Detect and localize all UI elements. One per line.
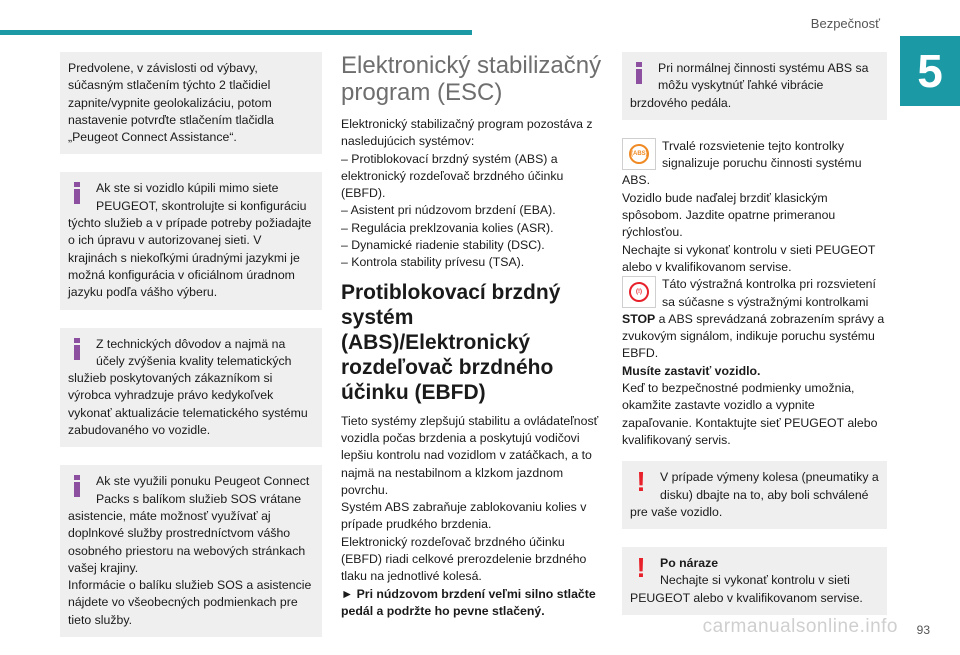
warning-icon: ! xyxy=(636,552,646,584)
info-note-1-text: Ak ste si vozidlo kúpili mimo siete PEUGEOT, skontrolujte si konfiguráciu týchto služieb a v prípade potreby požiadajte o ich úpravu v autorizovanej sieti. V krajinách s niekoľkými úradnými jazykmi je možná konfigurácia v oficiálnom úradnom jazyku podľa vášho výberu. xyxy=(68,181,312,300)
abs-lamp-text-2: Vozidlo bude naďalej brzdiť klasickým spôsobom. Jazdite opatrne primeranou rýchlosťou. xyxy=(622,190,836,240)
stop-word: STOP xyxy=(622,311,656,326)
info-icon xyxy=(74,182,80,204)
info-icon xyxy=(74,338,80,360)
brake-lamp-text-c: a ABS sprevádzaná zobrazením správy a zvukovým signálom, indikuje poruchu systému EBFD. xyxy=(622,311,885,361)
list-item: – Protiblokovací brzdný systém (ABS) a elektronický rozdeľovač brzdného účinku (EBFD). xyxy=(341,151,564,201)
list-item: – Kontrola stability prívesu (TSA). xyxy=(341,255,525,270)
brake-lamp-text xyxy=(622,276,887,362)
watermark: carmanualsonline.info xyxy=(702,616,898,637)
list-item: – Regulácia preklzovania kolies (ASR). xyxy=(341,220,554,235)
esc-intro: Elektronický stabilizačný program pozostáva z nasledujúcich systémov: xyxy=(341,117,593,149)
info-note-1 xyxy=(60,172,322,309)
abs-lamp-label: (ABS) xyxy=(629,144,649,164)
brake-lamp-text-a: Táto výstražná kontrolka pri rozsvietení sa súčasne s výstražnými kontrolkami xyxy=(662,277,876,309)
header-accent-bar xyxy=(0,30,472,35)
column-3 xyxy=(622,52,887,633)
warning-icon: ! xyxy=(636,466,646,498)
warning-note-2 xyxy=(622,547,887,615)
abs-paragraph: Elektronický rozdeľovač brzdného účinku (EBFD) riadi celkové prerozdelenie brzdného tlaku na jednotlivé kolesá. xyxy=(341,534,587,584)
info-note-abs-text: Pri normálnej činnosti systému ABS sa môžu vyskytnúť ľahké vibrácie brzdového pedála. xyxy=(630,61,869,110)
intro-box xyxy=(60,52,322,154)
abs-paragraph: Tieto systémy zlepšujú stabilitu a ovládateľnosť vozidla počas brzdenia a poskytujú vodičovi lepšiu kontrolu nad vozidlom v zatáčkach, a to najmä na nestabilnom a klzkom jazdnom povrchu. xyxy=(341,413,599,497)
brake-lamp-icon xyxy=(622,276,656,308)
abs-paragraph: Systém ABS zabraňuje zablokovaniu kolies v prípade prudkého brzdenia. xyxy=(341,500,587,532)
abs-lamp-block xyxy=(622,138,887,190)
stop-instructions: Keď to bezpečnostné podmienky umožnia, okamžite zastavte vozidlo a vypnite zapaľovanie. Kontaktujte sieť PEUGEOT alebo kvalifikovaný servis. xyxy=(622,381,878,447)
column-2 xyxy=(341,52,606,620)
must-stop-text: Musíte zastaviť vozidlo. xyxy=(622,363,761,378)
warning-note-2-title: Po náraze xyxy=(660,556,719,571)
warning-note-1 xyxy=(622,461,887,529)
list-item: – Dynamické riadenie stability (DSC). xyxy=(341,238,545,253)
info-icon xyxy=(636,62,642,84)
abs-instruction: ► Pri núdzovom brzdení veľmi silno stlačte pedál a podržte ho pevne stlačený. xyxy=(341,586,596,618)
warning-note-2-text: Nechajte si vykonať kontrolu v sieti PEUGEOT alebo v kvalifikovanom servise. xyxy=(630,573,863,605)
warning-note-1-text: V prípade výmeny kolesa (pneumatiky a disku) dbajte na to, aby boli schválené pre vaše vozidlo. xyxy=(630,470,879,519)
page-number: 93 xyxy=(916,623,930,637)
info-note-3-text-2: Informácie o balíku služieb SOS a asistencie nájdete vo všeobecných podmienkach pre tieto služby. xyxy=(68,578,312,627)
chapter-number: 5 xyxy=(900,36,960,106)
column-1 xyxy=(60,52,322,655)
section-title: Bezpečnosť xyxy=(810,16,880,31)
brake-lamp-block xyxy=(622,276,887,362)
abs-heading: Protiblokovací brzdný systém (ABS)/Elektronický rozdeľovač brzdného účinku (EBFD) xyxy=(341,280,561,404)
intro-text: Predvolene, v závislosti od výbavy, súčasným stlačením týchto 2 tlačidiel zapnite/vypnite geolokalizáciu, potom nastavenie potvrďte stlačením tlačidla „Peugeot Connect Assistance“. xyxy=(68,61,274,145)
info-note-abs xyxy=(622,52,887,120)
brake-lamp-label: (!) xyxy=(629,282,649,302)
list-item: – Asistent pri núdzovom brzdení (EBA). xyxy=(341,203,556,218)
esc-heading: Elektronický stabilizačný program (ESC) xyxy=(341,52,602,106)
info-note-3 xyxy=(60,465,322,637)
info-note-3-text: Ak ste využili ponuku Peugeot Connect Packs s balíkom služieb SOS vrátane asistencie, máte možnosť využívať aj doplnkové služby prostredníctvom vášho osobného priestoru na webových stránkach vašej krajiny. xyxy=(68,474,310,575)
abs-lamp-icon xyxy=(622,138,656,170)
info-note-2 xyxy=(60,328,322,448)
info-icon xyxy=(74,475,80,497)
abs-lamp-text-3: Nechajte si vykonať kontrolu v sieti PEUGEOT alebo v kvalifikovanom servise. xyxy=(622,242,876,274)
abs-lamp-text: Trvalé rozsvietenie tejto kontrolky signalizuje poruchu činnosti systému ABS. xyxy=(622,138,862,188)
info-note-2-text: Z technických dôvodov a najmä na účely zvýšenia kvality telematických služieb poskytovaných zákazníkom si výrobca vyhradzuje právo kedykoľvek vykonať aktualizácie telematického systému zabudovaného vo vozidle. xyxy=(68,336,308,438)
